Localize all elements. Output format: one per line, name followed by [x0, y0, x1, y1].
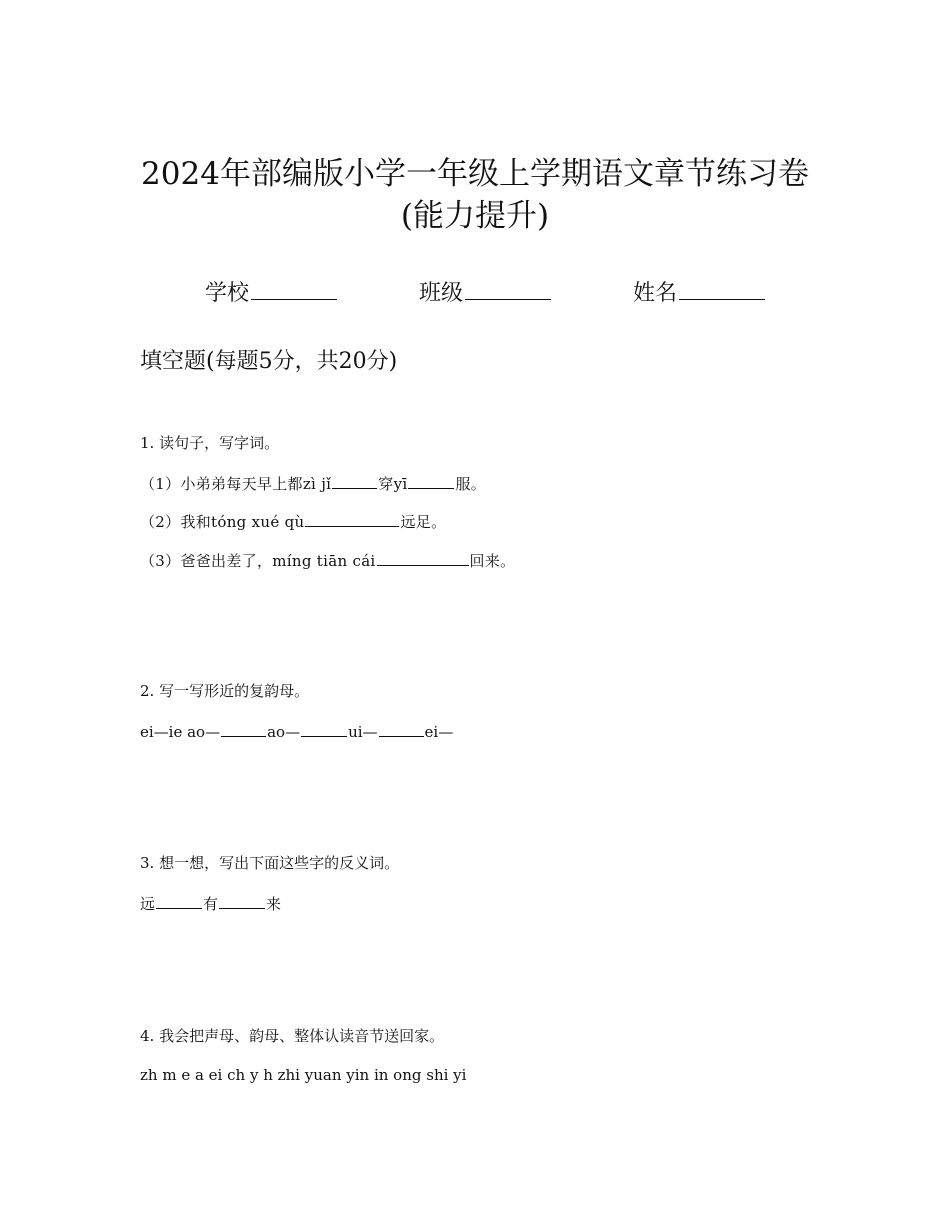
school-label: 学校: [205, 281, 250, 306]
q1-s1-text-a: （1）小弟弟每天早上都zì jǐ: [140, 475, 332, 493]
answer-blank: [219, 892, 265, 909]
answer-blank: [408, 472, 454, 489]
q3-part-1: 远: [140, 895, 156, 913]
class-blank: [465, 277, 551, 300]
question-2-line: [140, 720, 453, 742]
q2-part-3: ui—: [348, 723, 378, 741]
name-label: 姓名: [632, 281, 677, 306]
class-label: 班级: [418, 281, 463, 306]
question-2-stem: 2. 写一写形近的复韵母。: [140, 682, 310, 700]
q1-s3-text-a: （3）爸爸出差了，míng tiān cái: [140, 552, 376, 570]
name-field: [633, 276, 765, 307]
answer-blank: [379, 720, 424, 737]
question-4-items: zh m e a ei ch y h zhi yuan yin in ong shi yi: [140, 1066, 467, 1084]
school-field: [205, 276, 337, 307]
q2-part-1: ei—ie ao—: [140, 723, 221, 741]
student-info-row: [205, 276, 765, 307]
class-field: [419, 276, 551, 307]
question-1-sentence-2: [140, 510, 446, 532]
worksheet-subtitle: (能力提升): [400, 198, 550, 234]
q1-s2-text-b: 远足。: [400, 513, 447, 531]
answer-blank: [221, 720, 266, 737]
name-blank: [679, 277, 765, 300]
answer-blank: [377, 549, 469, 566]
worksheet-title: 2024年部编版小学一年级上学期语文章节练习卷: [141, 156, 809, 192]
q1-s1-text-b: 穿yī: [378, 475, 408, 493]
answer-blank: [305, 510, 399, 527]
answer-blank: [301, 720, 347, 737]
question-3-line: [140, 892, 281, 914]
question-3-stem: 3. 想一想，写出下面这些字的反义词。: [140, 854, 400, 872]
section-heading: 填空题(每题5分，共20分): [140, 349, 398, 374]
question-4-stem: 4. 我会把声母、韵母、整体认读音节送回家。: [140, 1027, 445, 1045]
q1-s1-text-c: 服。: [455, 475, 487, 493]
q1-s3-text-b: 回来。: [469, 552, 516, 570]
question-1-sentence-3: [140, 549, 515, 571]
question-1-stem: 1. 读句子，写字词。: [140, 434, 280, 452]
q1-s2-text-a: （2）我和tóng xué qù: [140, 513, 305, 531]
q2-part-2: ao—: [267, 723, 301, 741]
question-1-sentence-1: [140, 472, 486, 494]
q3-part-3: 来: [266, 895, 282, 913]
q3-part-2: 有: [203, 895, 219, 913]
q2-part-4: ei—: [424, 723, 454, 741]
answer-blank: [332, 472, 377, 489]
school-blank: [251, 277, 337, 300]
answer-blank: [156, 892, 202, 909]
